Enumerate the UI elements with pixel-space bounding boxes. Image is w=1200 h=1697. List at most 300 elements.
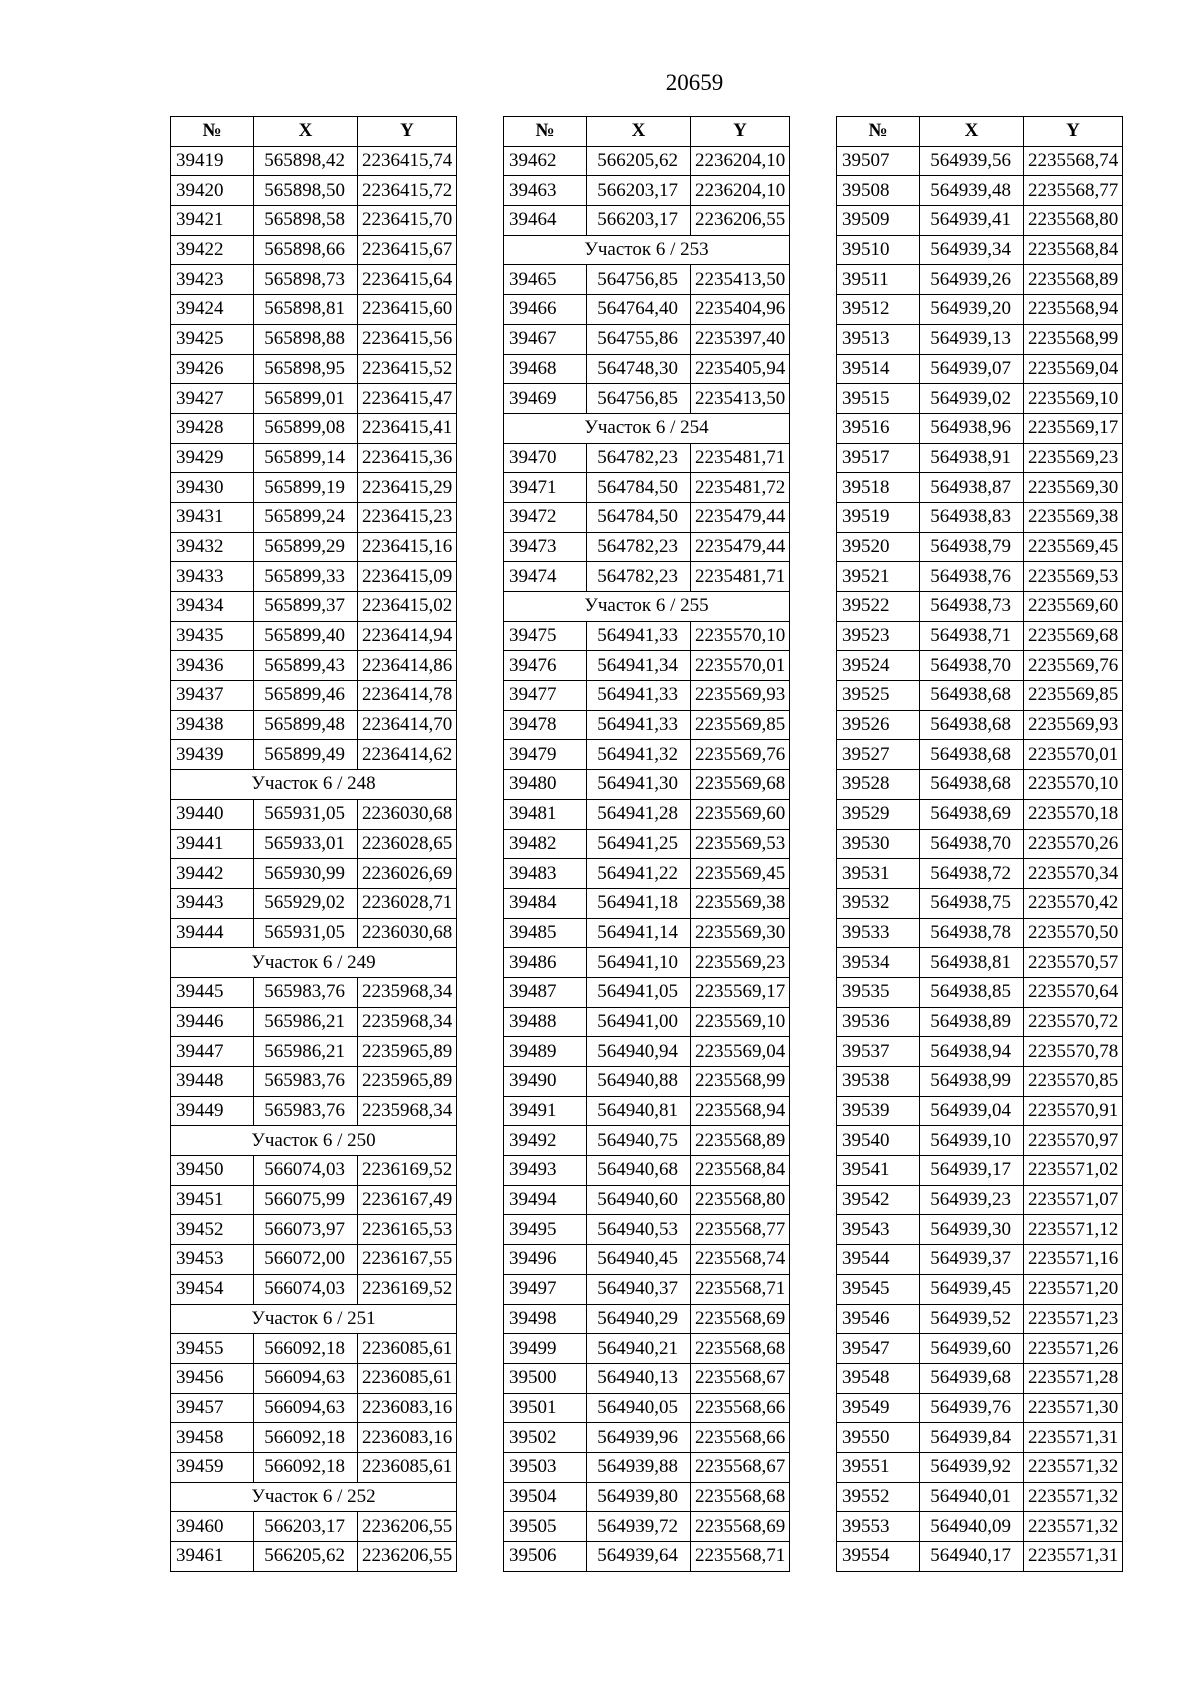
y-value: 2236206,55: [358, 1542, 457, 1572]
x-value: 564748,30: [587, 354, 691, 384]
x-value: 564782,23: [587, 443, 691, 473]
x-value: 564938,72: [920, 859, 1024, 889]
table-row: [504, 146, 790, 176]
table-row: [171, 265, 457, 295]
point-number: 39467: [504, 324, 587, 354]
table-row: [171, 443, 457, 473]
x-value: 565898,95: [254, 354, 358, 384]
point-number: 39448: [171, 1067, 254, 1097]
table-row: [171, 1452, 457, 1482]
point-number: 39489: [504, 1037, 587, 1067]
x-value: 564940,75: [587, 1126, 691, 1156]
y-value: 2235568,99: [1024, 324, 1123, 354]
section-row: [171, 1126, 457, 1156]
y-value: 2235568,74: [1024, 146, 1123, 176]
y-value: 2235571,07: [1024, 1185, 1123, 1215]
x-value: 564940,17: [920, 1542, 1024, 1572]
table-row: [837, 1007, 1123, 1037]
table-row: [504, 710, 790, 740]
table-row: [171, 354, 457, 384]
section-row: [171, 770, 457, 800]
x-value: 565983,76: [254, 1067, 358, 1097]
y-value: 2235571,32: [1024, 1452, 1123, 1482]
y-value: 2236415,16: [358, 532, 457, 562]
point-number: 39490: [504, 1067, 587, 1097]
table-row: [504, 1037, 790, 1067]
y-value: 2236414,70: [358, 710, 457, 740]
table-row: [171, 621, 457, 651]
y-value: 2235568,84: [691, 1156, 790, 1186]
table-row: [504, 354, 790, 384]
point-number: 39509: [837, 206, 920, 236]
y-value: 2235570,18: [1024, 799, 1123, 829]
point-number: 39446: [171, 1007, 254, 1037]
point-number: 39484: [504, 888, 587, 918]
point-number: 39455: [171, 1334, 254, 1364]
point-number: 39549: [837, 1393, 920, 1423]
x-value: 564939,48: [920, 176, 1024, 206]
point-number: 39474: [504, 562, 587, 592]
x-value: 564940,53: [587, 1215, 691, 1245]
x-value: 564938,73: [920, 592, 1024, 622]
point-number: 39479: [504, 740, 587, 770]
table-row: [837, 1037, 1123, 1067]
table-row: [504, 265, 790, 295]
table-row: [837, 799, 1123, 829]
table-row: [504, 443, 790, 473]
point-number: 39471: [504, 473, 587, 503]
point-number: 39443: [171, 888, 254, 918]
x-value: 564939,88: [587, 1452, 691, 1482]
header-x: X: [587, 117, 691, 147]
point-number: 39449: [171, 1096, 254, 1126]
y-value: 2235568,74: [691, 1245, 790, 1275]
page-number: 20659: [665, 70, 724, 95]
x-value: 564939,13: [920, 324, 1024, 354]
table-row: [504, 1245, 790, 1275]
y-value: 2235571,28: [1024, 1363, 1123, 1393]
point-number: 39536: [837, 1007, 920, 1037]
y-value: 2235571,02: [1024, 1156, 1123, 1186]
y-value: 2235968,34: [358, 1007, 457, 1037]
y-value: 2235569,85: [691, 710, 790, 740]
y-value: 2235405,94: [691, 354, 790, 384]
x-value: 565930,99: [254, 859, 358, 889]
y-value: 2235569,45: [1024, 532, 1123, 562]
x-value: 566092,18: [254, 1452, 358, 1482]
x-value: 566205,62: [587, 146, 691, 176]
table-row: [504, 859, 790, 889]
table-row: [837, 235, 1123, 265]
point-number: 39430: [171, 473, 254, 503]
table-row: [504, 621, 790, 651]
point-number: 39425: [171, 324, 254, 354]
y-value: 2235568,94: [691, 1096, 790, 1126]
table-row: [504, 1156, 790, 1186]
x-value: 564941,30: [587, 770, 691, 800]
point-number: 39546: [837, 1304, 920, 1334]
point-number: 39523: [837, 621, 920, 651]
y-value: 2235570,42: [1024, 888, 1123, 918]
x-value: 565931,05: [254, 799, 358, 829]
x-value: 564939,80: [587, 1482, 691, 1512]
table-row: [837, 651, 1123, 681]
x-value: 564939,72: [587, 1512, 691, 1542]
point-number: 39543: [837, 1215, 920, 1245]
point-number: 39522: [837, 592, 920, 622]
point-number: 39508: [837, 176, 920, 206]
point-number: 39530: [837, 829, 920, 859]
y-value: 2235569,45: [691, 859, 790, 889]
table-row: [171, 206, 457, 236]
point-number: 39526: [837, 710, 920, 740]
section-title: Участок 6 / 255: [504, 592, 790, 622]
point-number: 39456: [171, 1363, 254, 1393]
y-value: 2236030,68: [358, 918, 457, 948]
x-value: 566092,18: [254, 1423, 358, 1453]
table-row: [171, 1096, 457, 1126]
point-number: 39517: [837, 443, 920, 473]
point-number: 39469: [504, 384, 587, 414]
y-value: 2236415,72: [358, 176, 457, 206]
x-value: 564939,20: [920, 295, 1024, 325]
table-row: [837, 859, 1123, 889]
x-value: 564941,10: [587, 948, 691, 978]
table-row: [171, 859, 457, 889]
header-x: X: [920, 117, 1024, 147]
table-row: [504, 977, 790, 1007]
x-value: 564939,56: [920, 146, 1024, 176]
point-number: 39419: [171, 146, 254, 176]
table-row: [171, 1512, 457, 1542]
point-number: 39441: [171, 829, 254, 859]
table-row: [171, 1542, 457, 1572]
point-number: 39493: [504, 1156, 587, 1186]
y-value: 2235569,30: [1024, 473, 1123, 503]
x-value: 564939,07: [920, 354, 1024, 384]
coordinates-table-right: [836, 116, 1123, 1572]
table-row: [837, 1512, 1123, 1542]
point-number: 39461: [171, 1542, 254, 1572]
y-value: 2235481,71: [691, 443, 790, 473]
x-value: 564939,45: [920, 1274, 1024, 1304]
x-value: 564941,22: [587, 859, 691, 889]
y-value: 2235568,77: [691, 1215, 790, 1245]
y-value: 2236206,55: [691, 206, 790, 236]
table-row: [171, 235, 457, 265]
x-value: 564939,64: [587, 1542, 691, 1572]
point-number: 39512: [837, 295, 920, 325]
header-y: Y: [691, 117, 790, 147]
table-row: [171, 562, 457, 592]
table-row: [504, 562, 790, 592]
x-value: 564939,34: [920, 235, 1024, 265]
point-number: 39427: [171, 384, 254, 414]
y-value: 2235568,67: [691, 1452, 790, 1482]
point-number: 39528: [837, 770, 920, 800]
point-number: 39486: [504, 948, 587, 978]
point-number: 39435: [171, 621, 254, 651]
y-value: 2235570,64: [1024, 977, 1123, 1007]
y-value: 2236204,10: [691, 176, 790, 206]
y-value: 2235479,44: [691, 502, 790, 532]
point-number: 39510: [837, 235, 920, 265]
point-number: 39431: [171, 502, 254, 532]
y-value: 2235569,76: [1024, 651, 1123, 681]
point-number: 39542: [837, 1185, 920, 1215]
y-value: 2235568,89: [1024, 265, 1123, 295]
point-number: 39432: [171, 532, 254, 562]
x-value: 564939,02: [920, 384, 1024, 414]
table-row: [504, 770, 790, 800]
point-number: 39459: [171, 1452, 254, 1482]
table-row: [837, 1482, 1123, 1512]
table-row: [837, 265, 1123, 295]
y-value: 2235568,69: [691, 1304, 790, 1334]
table-row: [504, 799, 790, 829]
x-value: 564940,88: [587, 1067, 691, 1097]
table-row: [171, 1215, 457, 1245]
y-value: 2236415,29: [358, 473, 457, 503]
y-value: 2236085,61: [358, 1452, 457, 1482]
table-row: [837, 206, 1123, 236]
table-row: [171, 1185, 457, 1215]
y-value: 2235570,26: [1024, 829, 1123, 859]
x-value: 564938,69: [920, 799, 1024, 829]
x-value: 565899,46: [254, 681, 358, 711]
point-number: 39550: [837, 1423, 920, 1453]
point-number: 39451: [171, 1185, 254, 1215]
y-value: 2235968,34: [358, 1096, 457, 1126]
point-number: 39433: [171, 562, 254, 592]
x-value: 564940,37: [587, 1274, 691, 1304]
y-value: 2236414,94: [358, 621, 457, 651]
y-value: 2235571,26: [1024, 1334, 1123, 1364]
section-row: [504, 413, 790, 443]
y-value: 2236414,78: [358, 681, 457, 711]
point-number: 39547: [837, 1334, 920, 1364]
table-row: [837, 146, 1123, 176]
y-value: 2235568,94: [1024, 295, 1123, 325]
x-value: 564784,50: [587, 473, 691, 503]
y-value: 2235569,04: [691, 1037, 790, 1067]
point-number: 39511: [837, 265, 920, 295]
x-value: 565899,48: [254, 710, 358, 740]
point-number: 39466: [504, 295, 587, 325]
x-value: 564938,87: [920, 473, 1024, 503]
x-value: 564940,21: [587, 1334, 691, 1364]
header-number: №: [837, 117, 920, 147]
header-row: [837, 117, 1123, 147]
point-number: 39438: [171, 710, 254, 740]
x-value: 565899,33: [254, 562, 358, 592]
table-row: [171, 146, 457, 176]
y-value: 2235568,71: [691, 1542, 790, 1572]
table-row: [504, 1542, 790, 1572]
x-value: 564939,96: [587, 1423, 691, 1453]
y-value: 2235569,93: [1024, 710, 1123, 740]
x-value: 564940,13: [587, 1363, 691, 1393]
point-number: 39553: [837, 1512, 920, 1542]
x-value: 566092,18: [254, 1334, 358, 1364]
table-row: [171, 918, 457, 948]
point-number: 39539: [837, 1096, 920, 1126]
point-number: 39454: [171, 1274, 254, 1304]
table-row: [171, 1156, 457, 1186]
point-number: 39531: [837, 859, 920, 889]
point-number: 39457: [171, 1393, 254, 1423]
y-value: 2235570,01: [691, 651, 790, 681]
table-row: [504, 681, 790, 711]
table-row: [171, 1423, 457, 1453]
point-number: 39464: [504, 206, 587, 236]
point-number: 39470: [504, 443, 587, 473]
x-value: 564939,23: [920, 1185, 1024, 1215]
x-value: 564938,68: [920, 710, 1024, 740]
table-row: [837, 1245, 1123, 1275]
point-number: 39452: [171, 1215, 254, 1245]
coordinates-table-middle: [503, 116, 790, 1572]
point-number: 39548: [837, 1363, 920, 1393]
x-value: 564939,60: [920, 1334, 1024, 1364]
x-value: 564941,00: [587, 1007, 691, 1037]
x-value: 565933,01: [254, 829, 358, 859]
x-value: 564938,91: [920, 443, 1024, 473]
point-number: 39551: [837, 1452, 920, 1482]
point-number: 39434: [171, 592, 254, 622]
x-value: 565898,88: [254, 324, 358, 354]
table-row: [837, 1334, 1123, 1364]
point-number: 39481: [504, 799, 587, 829]
x-value: 566072,00: [254, 1245, 358, 1275]
x-value: 564939,68: [920, 1363, 1024, 1393]
y-value: 2235404,96: [691, 295, 790, 325]
x-value: 565899,01: [254, 384, 358, 414]
point-number: 39494: [504, 1185, 587, 1215]
y-value: 2236083,16: [358, 1423, 457, 1453]
point-number: 39480: [504, 770, 587, 800]
section-title: Участок 6 / 248: [171, 770, 457, 800]
table-row: [837, 740, 1123, 770]
y-value: 2236169,52: [358, 1156, 457, 1186]
y-value: 2235569,38: [1024, 502, 1123, 532]
y-value: 2236415,60: [358, 295, 457, 325]
header-y: Y: [1024, 117, 1123, 147]
point-number: 39520: [837, 532, 920, 562]
point-number: 39524: [837, 651, 920, 681]
y-value: 2235569,23: [691, 948, 790, 978]
x-value: 564938,78: [920, 918, 1024, 948]
x-value: 566074,03: [254, 1156, 358, 1186]
point-number: 39529: [837, 799, 920, 829]
point-number: 39477: [504, 681, 587, 711]
x-value: 564939,04: [920, 1096, 1024, 1126]
y-value: 2235570,72: [1024, 1007, 1123, 1037]
x-value: 564939,41: [920, 206, 1024, 236]
table-row: [171, 888, 457, 918]
point-number: 39460: [171, 1512, 254, 1542]
x-value: 566203,17: [587, 206, 691, 236]
x-value: 564939,52: [920, 1304, 1024, 1334]
header-y: Y: [358, 117, 457, 147]
table-row: [504, 324, 790, 354]
x-value: 564941,32: [587, 740, 691, 770]
y-value: 2235571,31: [1024, 1542, 1123, 1572]
table-row: [837, 1274, 1123, 1304]
point-number: 39521: [837, 562, 920, 592]
x-value: 565899,08: [254, 413, 358, 443]
point-number: 39533: [837, 918, 920, 948]
table-row: [171, 413, 457, 443]
table-row: [504, 1334, 790, 1364]
table-row: [504, 829, 790, 859]
y-value: 2235569,04: [1024, 354, 1123, 384]
y-value: 2235569,10: [691, 1007, 790, 1037]
x-value: 565899,43: [254, 651, 358, 681]
point-number: 39450: [171, 1156, 254, 1186]
point-number: 39463: [504, 176, 587, 206]
x-value: 564938,76: [920, 562, 1024, 592]
x-value: 564941,28: [587, 799, 691, 829]
table-row: [171, 1245, 457, 1275]
table-row: [837, 1156, 1123, 1186]
y-value: 2236028,65: [358, 829, 457, 859]
point-number: 39439: [171, 740, 254, 770]
table-row: [504, 1304, 790, 1334]
table-row: [837, 1096, 1123, 1126]
table-row: [837, 770, 1123, 800]
y-value: 2235569,53: [1024, 562, 1123, 592]
table-row: [504, 1363, 790, 1393]
table-row: [171, 651, 457, 681]
table-row: [837, 918, 1123, 948]
point-number: 39532: [837, 888, 920, 918]
x-value: 564940,60: [587, 1185, 691, 1215]
point-number: 39518: [837, 473, 920, 503]
x-value: 564938,71: [920, 621, 1024, 651]
point-number: 39497: [504, 1274, 587, 1304]
table-row: [837, 1126, 1123, 1156]
table-row: [171, 502, 457, 532]
point-number: 39541: [837, 1156, 920, 1186]
x-value: 565986,21: [254, 1037, 358, 1067]
x-value: 564755,86: [587, 324, 691, 354]
y-value: 2235569,85: [1024, 681, 1123, 711]
y-value: 2235413,50: [691, 265, 790, 295]
point-number: 39428: [171, 413, 254, 443]
y-value: 2235569,17: [691, 977, 790, 1007]
x-value: 564938,68: [920, 740, 1024, 770]
table-row: [504, 1185, 790, 1215]
point-number: 39527: [837, 740, 920, 770]
table-row: [171, 1393, 457, 1423]
y-value: 2235568,77: [1024, 176, 1123, 206]
y-value: 2235570,97: [1024, 1126, 1123, 1156]
point-number: 39476: [504, 651, 587, 681]
x-value: 564938,99: [920, 1067, 1024, 1097]
table-row: [504, 1482, 790, 1512]
x-value: 564784,50: [587, 502, 691, 532]
x-value: 566094,63: [254, 1363, 358, 1393]
header-row: [171, 117, 457, 147]
point-number: 39496: [504, 1245, 587, 1275]
table-row: [504, 740, 790, 770]
y-value: 2235571,32: [1024, 1512, 1123, 1542]
y-value: 2235568,80: [691, 1185, 790, 1215]
table-row: [504, 206, 790, 236]
y-value: 2236165,53: [358, 1215, 457, 1245]
y-value: 2235569,93: [691, 681, 790, 711]
